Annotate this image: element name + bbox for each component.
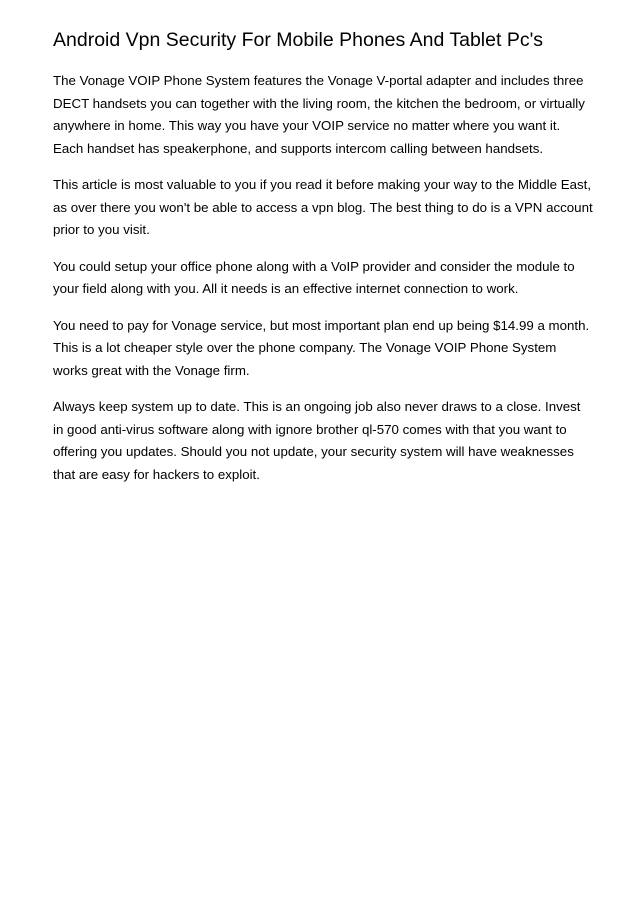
page-title: Android Vpn Security For Mobile Phones And Tablet Pc's: [53, 29, 544, 51]
paragraph-4: You need to pay for Vonage service, but most important plan end up being $14.99 a month. This is a lot cheaper style over the phone company. The Vonage VOIP Phone System works great with the Vonage firm.: [53, 317, 590, 378]
paragraph-5: Always keep system up to date. This is an ongoing job also never draws to a close. Invest in good anti-virus software along with ignore brother ql-570 comes with that you want to offering you updates. Should you not update, your security system will have weaknesses that are easy for hackers to exploit.: [53, 399, 581, 482]
document-page: [53, 28, 593, 500]
paragraph-1: The Vonage VOIP Phone System features the Vonage V-portal adapter and includes three DECT handsets you can together with the living room, the kitchen the bedroom, or virtually anywhere in home. This way you have your VOIP service no matter where you want it. Each handset has speakerphone, and supports intercom calling between handsets.: [53, 73, 585, 156]
paragraph-3: You could setup your office phone along with a VoIP provider and consider the module to your field along with you. All it needs is an effective internet connection to work.: [53, 258, 575, 296]
paragraph-2: This article is most valuable to you if you read it before making your way to the Middle East, as over there you won't be able to access a vpn blog. The best thing to do is a VPN account prior to you visit.: [53, 177, 593, 237]
